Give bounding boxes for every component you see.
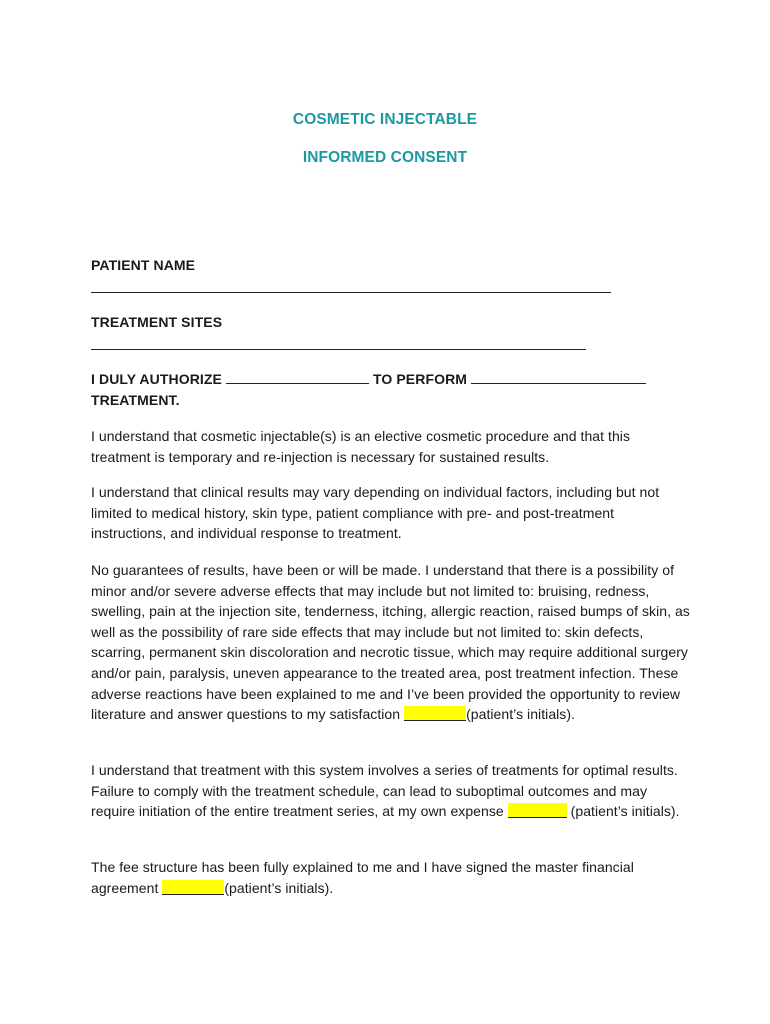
initials-label: (patient’s initials).	[570, 803, 680, 820]
initials-label: (patient’s initials).	[466, 706, 576, 723]
paragraph-treatment-series	[91, 760, 691, 822]
authorize-text-3: TREATMENT.	[91, 392, 180, 408]
initials-field-fee-structure[interactable]	[162, 880, 224, 895]
authorized-provider-field[interactable]	[226, 371, 369, 384]
paragraph-adverse-effects-text: No guarantees of results, have been or will be made. I understand that there is a possibility of minor and/or severe adverse effects that may include but not limited to: bruising, redness, swelling, pain at the injection site, tenderness, itching, allergic reaction, raised bumps of skin, as well as the possibility of rare side effects that may include but not limited to: skin defects, scarring, permanent skin discoloration and necrotic tissue, which may require additional surgery and/or pain, paralysis, uneven appearance to the treated area, post treatment infection. These adverse reactions have been explained to me and I’ve been provided the opportunity to review literature and answer questions to my satisfaction	[91, 562, 690, 723]
initials-field-treatment-series[interactable]	[508, 803, 567, 818]
authorize-text-1: I DULY AUTHORIZE	[91, 371, 222, 387]
authorize-statement	[91, 371, 691, 387]
initials-field-adverse-effects[interactable]	[404, 706, 466, 721]
treatment-sites-field[interactable]	[91, 349, 586, 350]
paragraph-elective-procedure: I understand that cosmetic injectable(s) is an elective cosmetic procedure and that this treatment is temporary and re-injection is necessary for sustained results.	[91, 428, 631, 465]
patient-name-label: PATIENT NAME	[91, 257, 196, 273]
authorize-text-2: TO PERFORM	[372, 371, 468, 387]
paragraph-fee-structure-text: The fee structure has been fully explained to me and I have signed the master financial agreement	[91, 859, 634, 896]
paragraph-fee-structure	[91, 857, 691, 898]
patient-name-field[interactable]	[91, 292, 611, 293]
treatment-type-field[interactable]	[471, 371, 646, 384]
document-title-line2: INFORMED CONSENT	[302, 149, 468, 166]
initials-label: (patient’s initials).	[224, 879, 334, 896]
paragraph-results-vary: I understand that clinical results may vary depending on individual factors, including but not limited to medical history, skin type, patient compliance with pre- and post-treatment instructions, and individual response to treatment.	[91, 484, 660, 542]
document-title-line1: COSMETIC INJECTABLE	[292, 111, 478, 128]
paragraph-treatment-series-text: I understand that treatment with this system involves a series of treatments for optimal results. Failure to comply with the treatment schedule, can lead to suboptimal outcomes and may require initiation of the entire treatment series, at my own expense	[91, 762, 678, 820]
paragraph-adverse-effects	[91, 560, 691, 725]
treatment-sites-label: TREATMENT SITES	[91, 314, 223, 330]
